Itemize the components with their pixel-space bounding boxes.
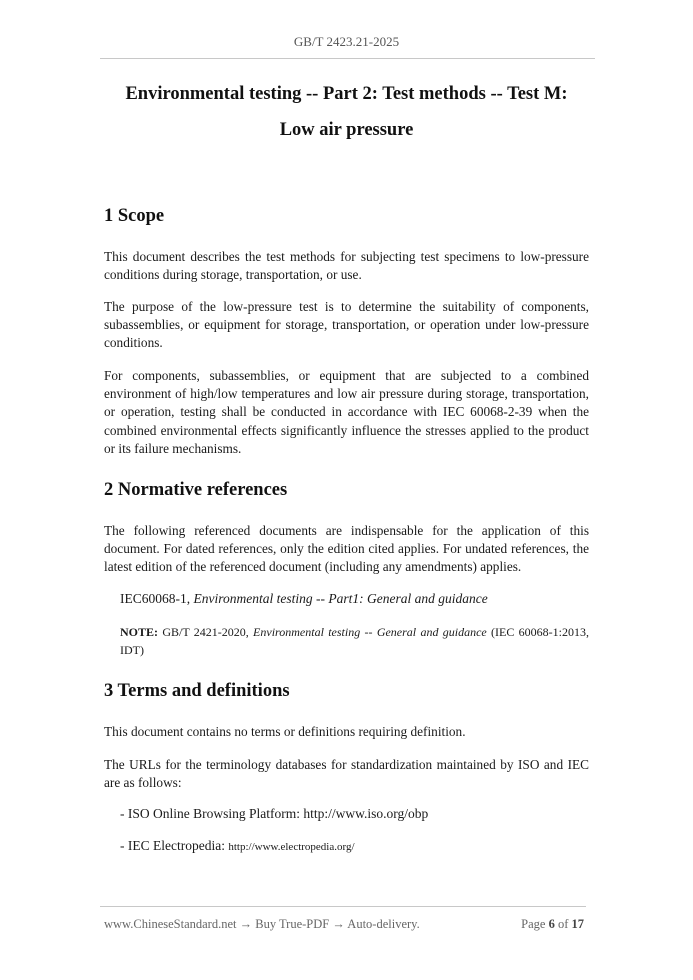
iec-electropedia-url[interactable]: http://www.electropedia.org/ bbox=[228, 841, 355, 853]
note-text-a: GB/T 2421-2020, bbox=[158, 625, 254, 639]
terms-paragraph-2: The URLs for the terminology databases for standardization maintained by ISO and IEC are as follows: bbox=[104, 757, 589, 791]
note-label: NOTE: bbox=[120, 625, 159, 639]
document-title-line1: Environmental testing -- Part 2: Test methods -- Test M: bbox=[125, 84, 568, 104]
page-label: Page bbox=[521, 917, 546, 931]
page-total: 17 bbox=[571, 917, 584, 931]
footer-rule bbox=[100, 906, 586, 907]
iec-electropedia-label: - IEC Electropedia: bbox=[120, 838, 229, 853]
document-code: GB/T 2423.21-2025 bbox=[293, 34, 400, 49]
reference-item bbox=[120, 591, 488, 607]
document-title-line2: Low air pressure bbox=[279, 120, 414, 140]
scope-paragraph-1: This document describes the test methods for subjecting test specimens to low-pressure conditions during storage, transportation, or use. bbox=[104, 249, 589, 283]
scope-paragraph-2: The purpose of the low-pressure test is to determine the suitability of components, subassemblies, or equipment for storage, transportation, or operation under low-pressure conditions. bbox=[104, 299, 589, 351]
note-text-b: (IEC 60068-1:2013, IDT) bbox=[120, 625, 589, 657]
page-current: 6 bbox=[548, 917, 555, 931]
page-of-label: of bbox=[557, 917, 569, 931]
note-title: Environmental testing -- General and guidance bbox=[253, 625, 487, 639]
heading-terms-definitions: 3 Terms and definitions bbox=[104, 681, 290, 701]
normative-paragraph: The following referenced documents are indispensable for the application of this document. For dated references, only the edition cited applies. For undated references, the latest edition of the referenced document (including any amendments) applies. bbox=[104, 523, 589, 575]
footer-website-link[interactable]: www.ChineseStandard.net → Buy True-PDF → Auto-delivery. bbox=[104, 917, 420, 931]
page-number bbox=[521, 917, 584, 932]
reference-code: IEC60068-1, bbox=[120, 591, 194, 606]
iec-electropedia-item bbox=[120, 838, 355, 854]
scope-paragraph-3: For components, subassemblies, or equipment that are subjected to a combined environment of high/low temperatures and low air pressure during storage, transportation, or operation, testing shall be conducted in accordance with IEC 60068-2-39 when the combined environmental effects significantly influence the stresses applied to the product or its failure mechanisms. bbox=[104, 368, 589, 456]
terms-paragraph-1: This document contains no terms or definitions requiring definition. bbox=[104, 724, 466, 739]
header-rule bbox=[100, 58, 595, 59]
heading-normative-references: 2 Normative references bbox=[104, 480, 288, 500]
reference-note bbox=[120, 623, 589, 659]
heading-scope: 1 Scope bbox=[104, 206, 165, 226]
iso-obp-item: - ISO Online Browsing Platform: http://www.iso.org/obp bbox=[120, 806, 429, 821]
reference-title: Environmental testing -- Part1: General and guidance bbox=[193, 591, 488, 606]
